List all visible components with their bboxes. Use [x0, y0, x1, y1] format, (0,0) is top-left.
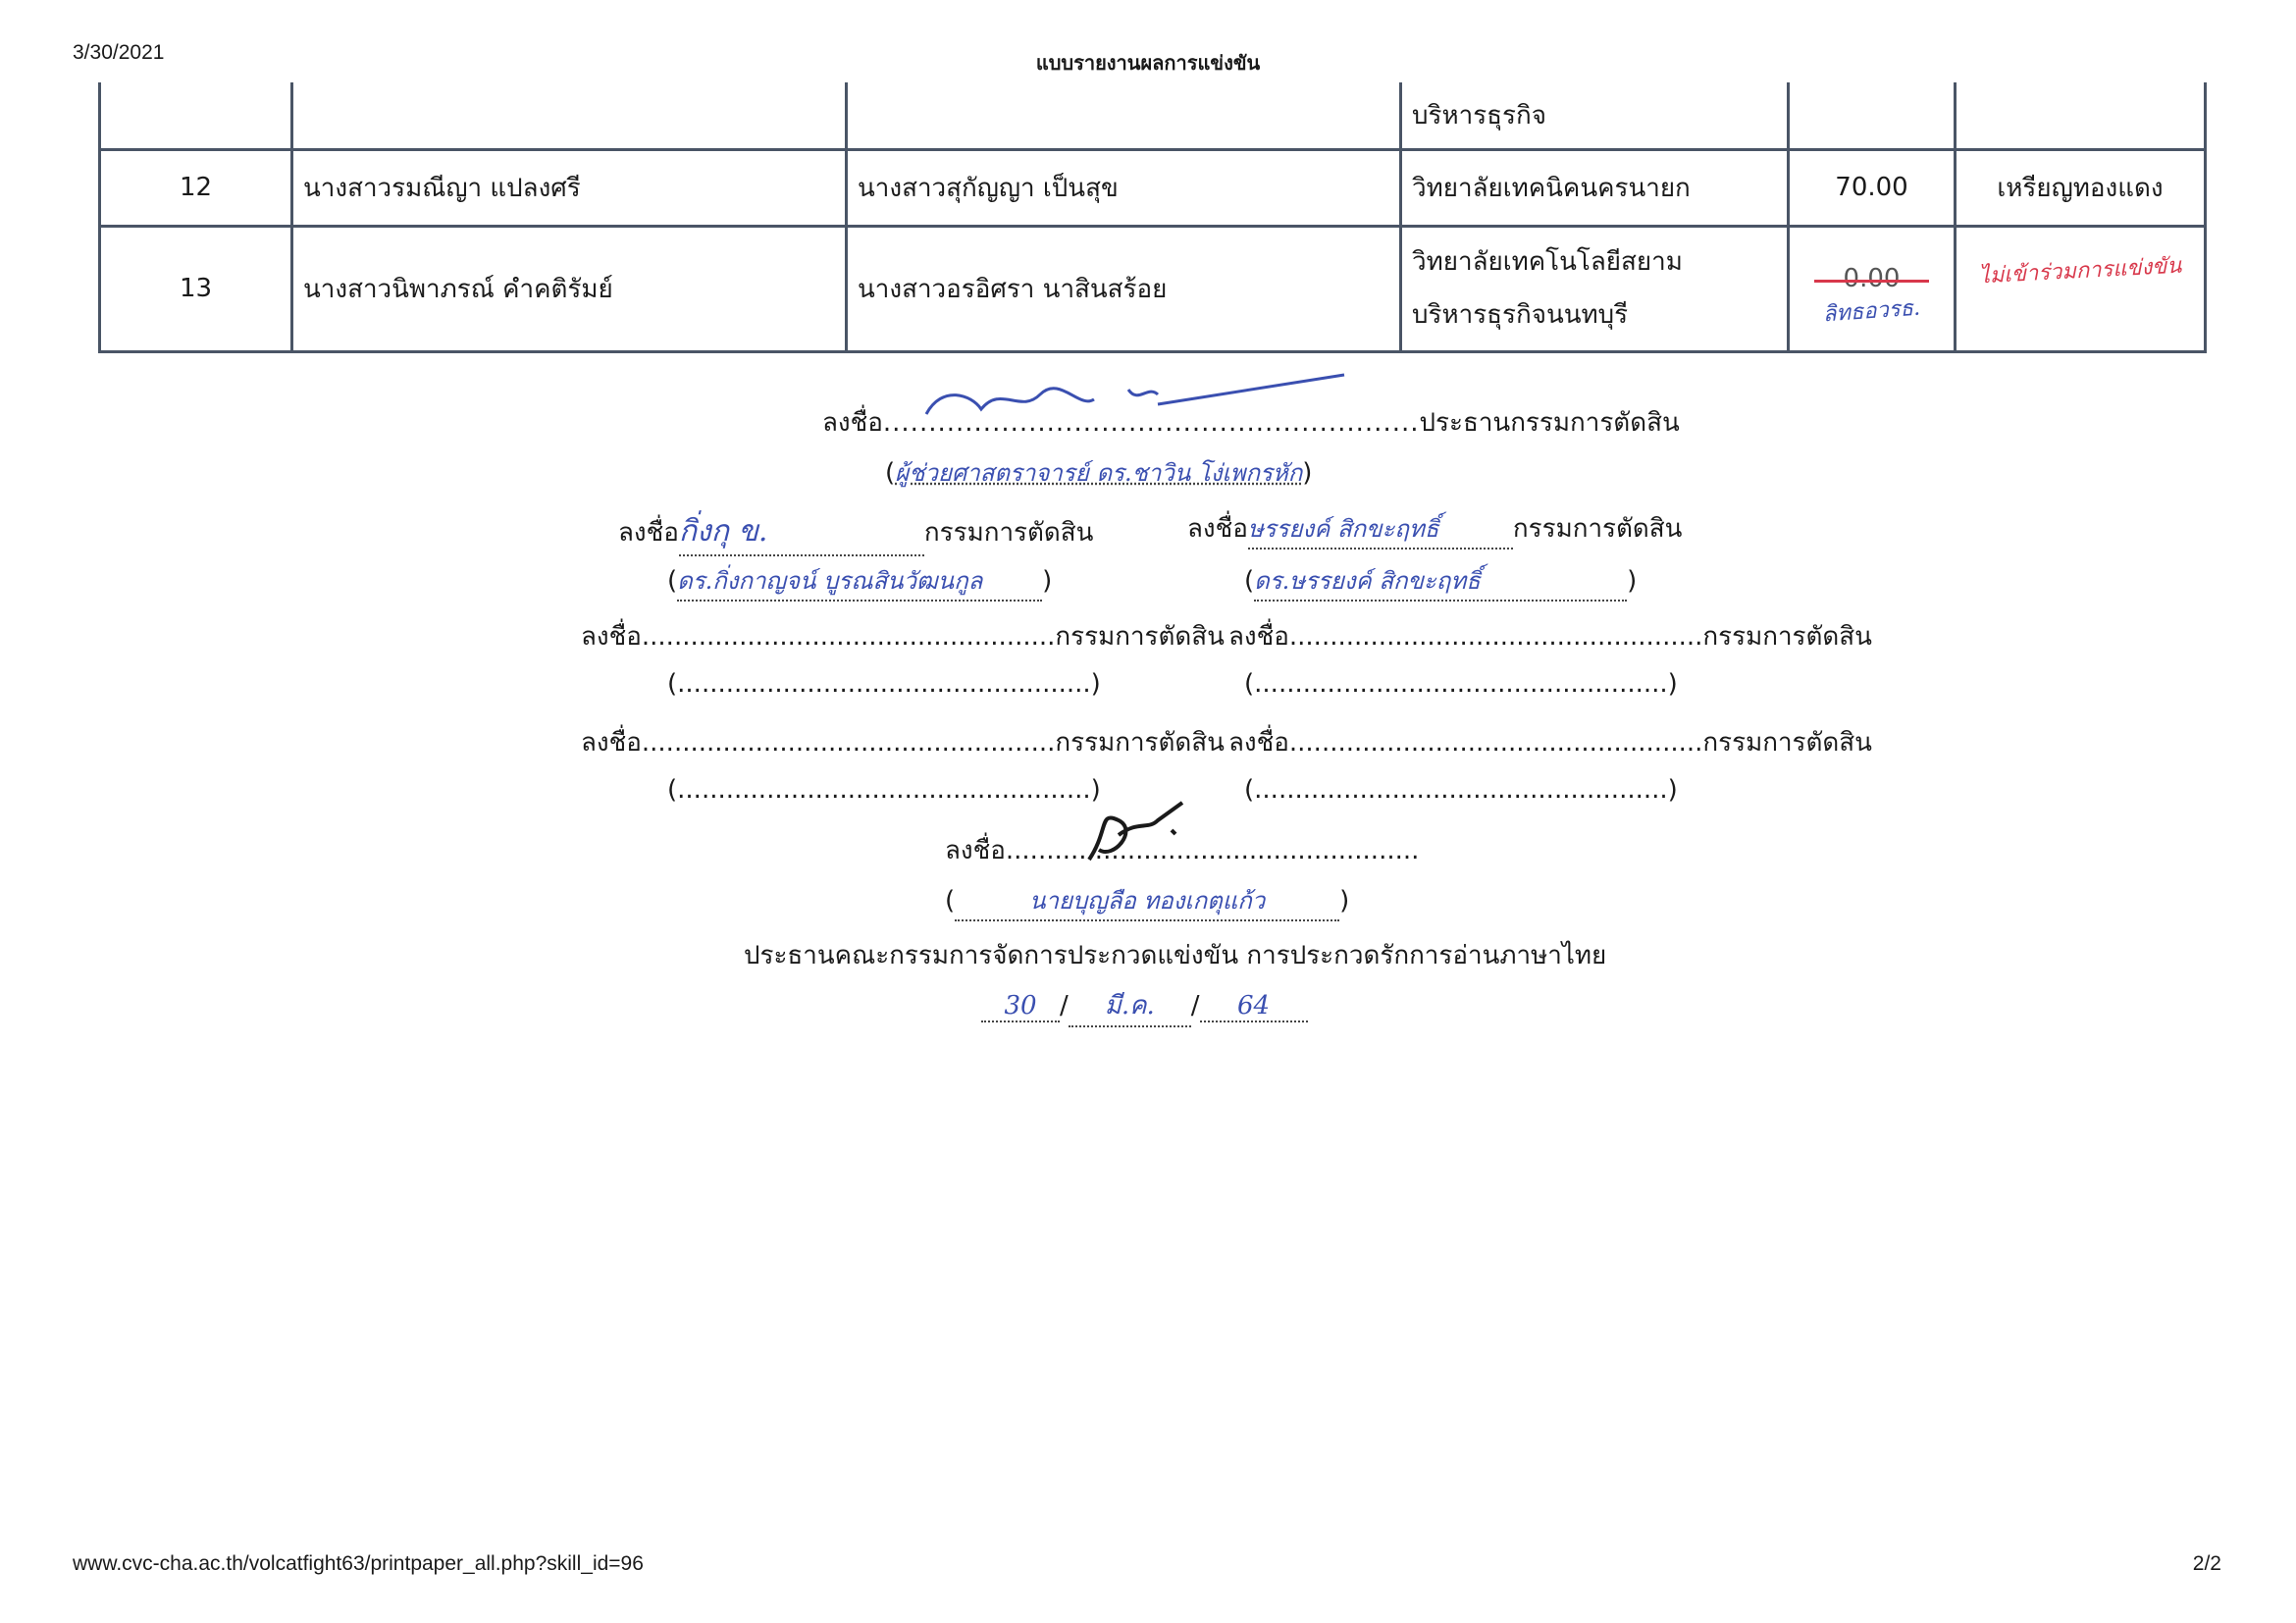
organizer-signature-scribble [1070, 791, 1197, 869]
judge-title: กรรมการตัดสิน [1702, 728, 1872, 758]
cell-contestant: นางสาวนิพาภรณ์ คำคติรัมย์ [292, 226, 847, 351]
school-line: วิทยาลัยเทคโนโลยีสยาม [1412, 247, 1683, 277]
dots: ................................................... [1254, 775, 1668, 805]
judge2-name-line [1244, 561, 1637, 602]
handwritten-score-note: ลิทธอวรธ. [1822, 295, 1921, 328]
dots: ........................................................... [882, 408, 1420, 438]
organizer-name: นายบุญลือ ทองเกตุแก้ว [955, 881, 1339, 921]
cell-no [100, 82, 292, 149]
dots: ................................................... [677, 669, 1091, 699]
cell-contestant [292, 82, 847, 149]
cell-school: วิทยาลัยเทคนิคนครนายก [1401, 149, 1789, 226]
judge4-sign-line [1228, 616, 1872, 656]
chair-name-line [885, 453, 1312, 492]
cell-no: 12 [100, 149, 292, 226]
sign-label: ลงชื่อ [581, 622, 642, 652]
judge2-signature: ษรรยงค์ สิกขะฤทธิ์ [1248, 509, 1513, 550]
close-paren: ) [1090, 775, 1101, 805]
cell-teacher [847, 82, 1401, 149]
print-date: 3/30/2021 [73, 41, 165, 64]
school-line: บริหารธุรกิจนนทบุรี [1412, 300, 1629, 330]
judge3-sign-line [581, 616, 1225, 656]
open-paren: ( [945, 886, 956, 916]
judge-title: กรรมการตัดสิน [1702, 622, 1872, 652]
judge1-name: ดร.กิ่งกาญจน์ บูรณสินวัฒนกูล [677, 561, 1042, 602]
page-number: 2/2 [2192, 1552, 2221, 1575]
judge2-sign-line [1187, 508, 1682, 550]
judge1-name-line [667, 561, 1052, 602]
judge6-sign-line [1228, 722, 1872, 762]
judge-title: กรรมการตัดสิน [923, 518, 1094, 548]
cell-award: เหรียญทองแดง [1956, 149, 2206, 226]
cell-teacher: นางสาวอรอิศรา นาสินสร้อย [847, 226, 1401, 351]
organizer-name-line [945, 881, 1349, 921]
cell-award [1956, 82, 2206, 149]
cell-score [1789, 82, 1956, 149]
close-paren: ) [1090, 669, 1101, 699]
date-month: มี.ค. [1069, 985, 1191, 1027]
judge-title: กรรมการตัดสิน [1055, 622, 1225, 652]
dots: ................................................... [1254, 669, 1668, 699]
judge5-name-line [667, 775, 1101, 805]
close-paren: ) [1339, 886, 1350, 916]
table-row-continued [100, 82, 2206, 149]
chair-name: ผู้ช่วยศาสตราจารย์ ดร.ชาวิน โง่เพกรหัก [895, 459, 1303, 487]
handwritten-absent-note: ไม่เข้าร่วมการแข่งขัน [1978, 253, 2182, 288]
sign-label: ลงชื่อ [1187, 514, 1248, 544]
chair-title: ประธานกรรมการตัดสิน [1419, 408, 1680, 438]
cell-school [1401, 82, 1789, 149]
judge4-name-line [1244, 669, 1678, 699]
date-year: 64 [1200, 991, 1308, 1022]
sign-label: ลงชื่อ [618, 518, 679, 548]
table-row [100, 226, 2206, 351]
close-paren: ) [1302, 458, 1313, 488]
open-paren: ( [667, 775, 678, 805]
judge1-signature: กิ่งกุ ข. [679, 508, 924, 556]
open-paren: ( [667, 566, 678, 596]
open-paren: ( [1244, 669, 1255, 699]
close-paren: ) [1667, 669, 1678, 699]
sign-label: ลงชื่อ [945, 836, 1006, 865]
open-paren: ( [1244, 775, 1255, 805]
judge6-name-line [1244, 775, 1678, 805]
cell-teacher: นางสาวสุกัญญา เป็นสุข [847, 149, 1401, 226]
cell-award [1956, 226, 2206, 351]
sign-label: ลงชื่อ [581, 728, 642, 758]
cell-score: 70.00 [1789, 149, 1956, 226]
date-separator: / [1190, 991, 1200, 1021]
judge-title: กรรมการตัดสิน [1055, 728, 1225, 758]
open-paren: ( [667, 669, 678, 699]
close-paren: ) [1667, 775, 1678, 805]
dots: ................................................... [677, 775, 1091, 805]
table-row [100, 149, 2206, 226]
cell-contestant: นางสาวรมณีญา แปลงศรี [292, 149, 847, 226]
dots: ................................................... [641, 728, 1056, 758]
close-paren: ) [1042, 566, 1053, 596]
dots: ................................................... [1005, 836, 1420, 865]
open-paren: ( [885, 458, 896, 488]
cell-school [1401, 226, 1789, 351]
results-table [98, 82, 2207, 353]
sign-label: ลงชื่อ [822, 408, 883, 438]
chair-signature-scribble [913, 365, 1364, 434]
date-day: 30 [981, 991, 1060, 1022]
dots: ................................................... [1288, 622, 1703, 652]
struck-score: 0.00 [1843, 264, 1901, 293]
footer-url: www.cvc-cha.ac.th/volcatfight63/printpaper_all.php?skill_id=96 [73, 1552, 644, 1575]
sign-date [981, 985, 1308, 1027]
sign-label: ลงชื่อ [1228, 622, 1289, 652]
close-paren: ) [1627, 566, 1638, 596]
organizer-title: ประธานคณะกรรมการจัดการประกวดแข่งขัน การประกวดรักการอ่านภาษาไทย [744, 941, 1607, 970]
page-title: แบบรายงานผลการแข่งขัน [1035, 51, 1261, 75]
judge3-name-line [667, 669, 1101, 699]
cell-score [1789, 226, 1956, 351]
cell-no: 13 [100, 226, 292, 351]
open-paren: ( [1244, 566, 1255, 596]
judge1-sign-line [618, 508, 1093, 556]
judge-title: กรรมการตัดสิน [1512, 514, 1683, 544]
date-separator: / [1060, 991, 1069, 1021]
sign-label: ลงชื่อ [1228, 728, 1289, 758]
dots: ................................................... [1288, 728, 1703, 758]
dots: ................................................... [641, 622, 1056, 652]
judge5-sign-line [581, 722, 1225, 762]
school-line: บริหารธุรกิจ [1412, 100, 1546, 131]
judge2-name: ดร.ษรรยงค์ สิกขะฤทธิ์ [1254, 561, 1627, 602]
